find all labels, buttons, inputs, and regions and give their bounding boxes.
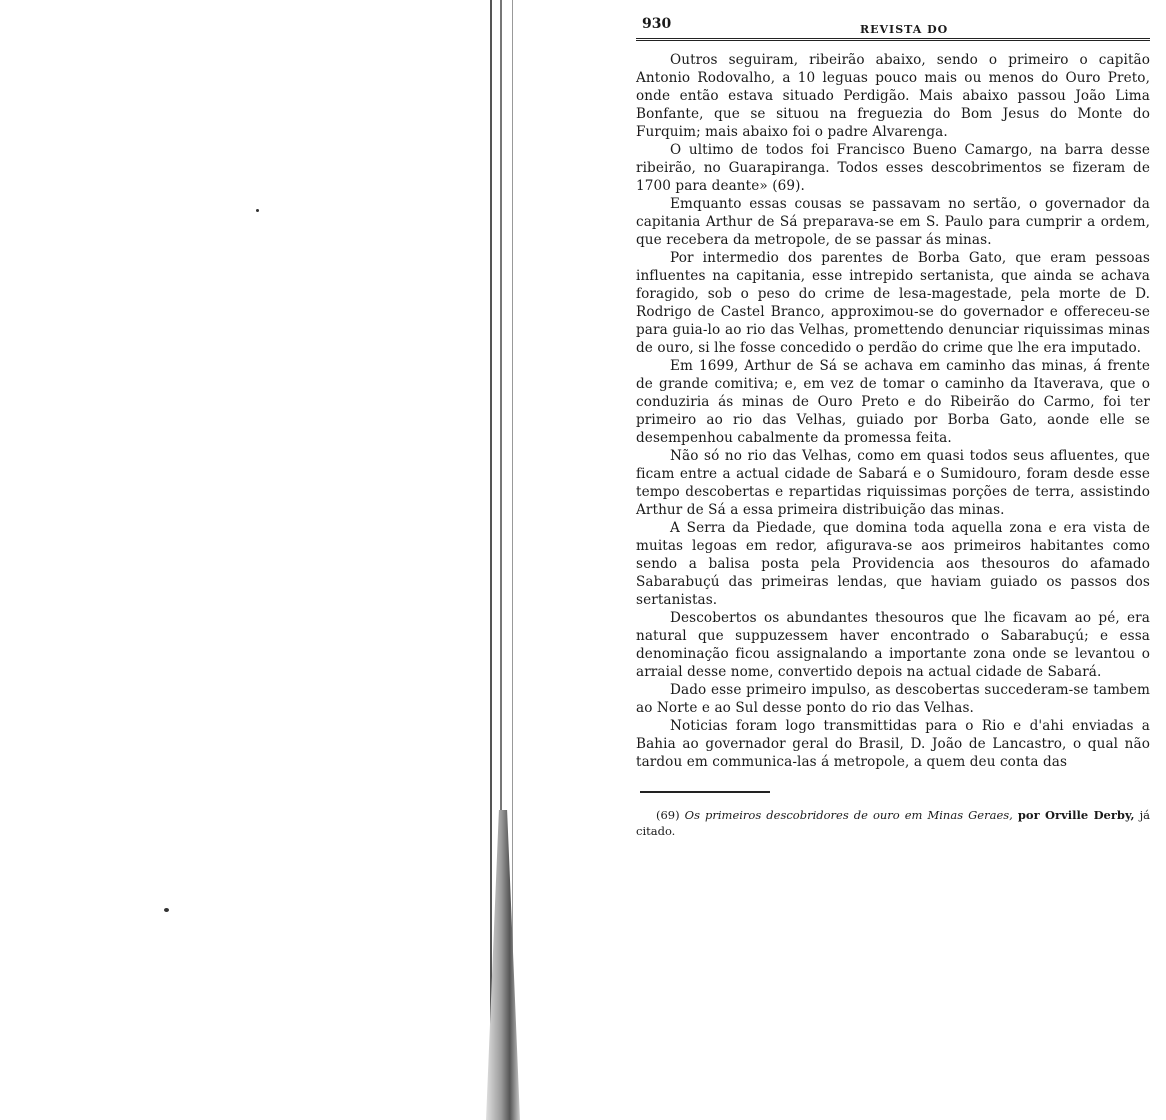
page-number: 930 [642,16,672,32]
running-head: REVISTA DO [860,23,949,36]
paragraph: A Serra da Piedade, que domina toda aquella zona e era vista de muitas legoas em redor, afigurava-se aos primeiros habitantes como sendo a balisa posta pela Providencia aos thesouros do afamado Sabarabuçú das primeiras lendas, que haviam guiado os passos dos sertanistas. [636,520,1150,608]
paragraph: Em 1699, Arthur de Sá se achava em caminho das minas, á frente de grande comitiva; e, em vez de tomar o caminho da Itaverava, que o conduziria ás minas de Ouro Preto e do Ribeirão do Carmo, foi ter primeiro ao rio das Velhas, guiado por Borba Gato, aonde elle se desempenhou cabalmente da promessa feita. [636,358,1150,446]
book-gutter [486,0,520,1120]
footnote [636,807,1150,839]
book-page [636,14,1150,839]
paragraph: Outros seguiram, ribeirão abaixo, sendo o primeiro o capitão Antonio Rodovalho, a 10 leguas pouco mais ou menos do Ouro Preto, onde então estava situado Perdigão. Mais abaixo passou João Lima Bonfante, que se situou na freguezia do Bom Jesus do Monte do Furquim; mais abaixo foi o padre Alvarenga. [636,52,1150,140]
paragraph: Noticias foram logo transmittidas para o Rio e d'ahi enviadas a Bahia ao governador geral do Brasil, D. João de Lancastro, o qual não tardou em communica-las á metropole, a quem deu conta das [636,718,1150,770]
footnote-title: Os primeiros descobridores de ouro em Minas Geraes, [684,808,1013,822]
footnote-rule [640,791,770,793]
footnote-author: por Orville Derby, [1017,808,1135,822]
paragraph: Por intermedio dos parentes de Borba Gato, que eram pessoas influentes na capitania, esse intrepido sertanista, que ainda se achava foragido, sob o peso do crime de lesa-magestade, pela morte de D. Rodrigo de Castel Branco, approximou-se do governador e offereceu-se para guia-lo ao rio das Velhas, promettendo denunciar riquissimas minas de ouro, si lhe fosse concedido o perdão do crime que lhe era imputado. [636,250,1150,356]
paragraph: Dado esse primeiro impulso, as descobertas succederam-se tambem ao Norte e ao Sul desse ponto do rio das Velhas. [636,682,1150,716]
body-text [636,51,1150,771]
paragraph: Não só no rio das Velhas, como em quasi todos seus afluentes, que ficam entre a actual cidade de Sabará e o Sumidouro, foram desde esse tempo descobertas e repartidas riquissimas porções de terra, assistindo Arthur de Sá a essa primeira distribuição das minas. [636,448,1150,518]
paragraph: O ultimo de todos foi Francisco Bueno Camargo, na barra desse ribeirão, no Guarapiranga. Todos esses descobrimentos se fizeram de 1700 para deante» (69). [636,142,1150,194]
footnote-rest: já citado. [636,808,1150,838]
paper-speck [164,908,169,912]
footnote-marker: (69) [656,808,680,822]
paper-speck [256,209,259,212]
left-blank-page [0,0,490,1120]
page-header [636,14,1150,41]
paragraph: Emquanto essas cousas se passavam no sertão, o governador da capitania Arthur de Sá preparava-se em S. Paulo para cumprir a ordem, que recebera da metropole, de se passar ás minas. [636,196,1150,248]
paragraph: Descobertos os abundantes thesouros que lhe ficavam ao pé, era natural que suppuzessem haver encontrado o Sabarabuçú; e essa denominação ficou assignalando a importante zona onde se levantou o arraial desse nome, convertido depois na actual cidade de Sabará. [636,610,1150,680]
